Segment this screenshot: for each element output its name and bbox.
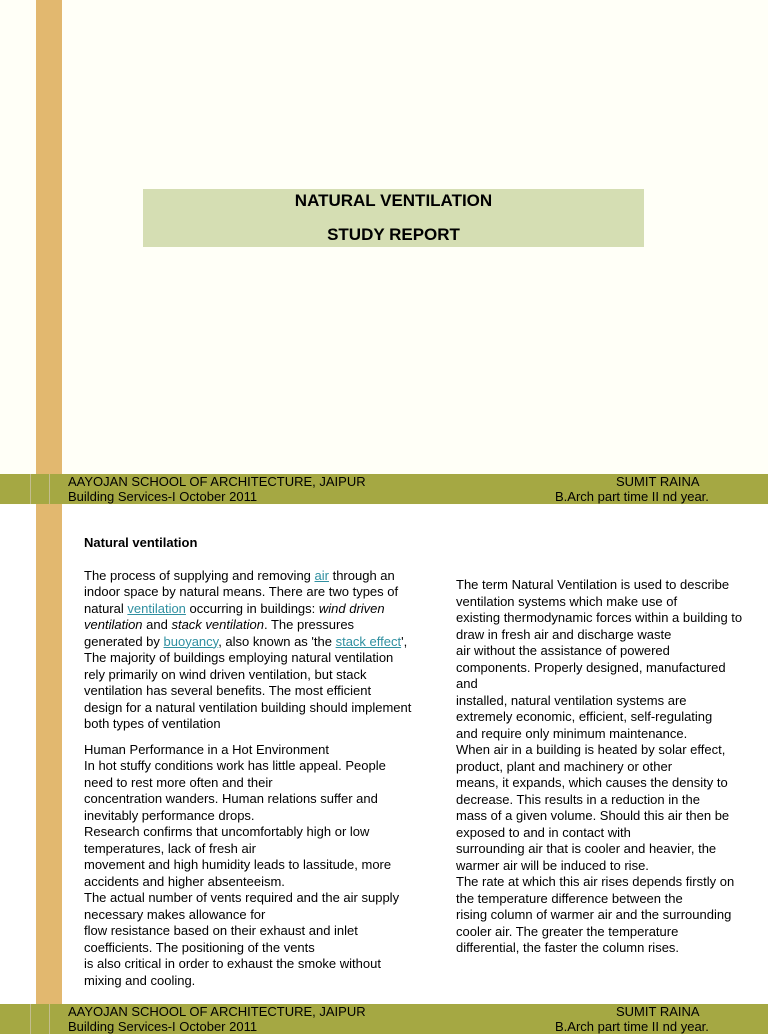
text-line: and <box>456 676 478 691</box>
air-link[interactable]: air <box>314 567 329 583</box>
text-line: draw in fresh air and discharge waste <box>456 626 672 642</box>
text-line: flow resistance based on their exhaust and inlet <box>84 923 358 938</box>
text-line: Research confirms that uncomfortably high or low <box>84 824 370 839</box>
text-line: ventilation and stack ventilation. The pressures <box>84 617 355 632</box>
text-line: indoor space by natural means. There are two types of <box>84 584 399 599</box>
footer-program: B.Arch part time II nd year. <box>555 489 709 504</box>
text-line: exposed to and in contact with <box>456 824 631 840</box>
text-line: means, it expands, which causes the density to <box>456 775 728 790</box>
text-line: rely primarily on wind driven ventilation, but stack <box>84 666 367 682</box>
text-line: both types of ventilation <box>84 716 221 731</box>
page-2-content <box>0 505 768 1004</box>
text-line: surrounding air that is cooler and heavier, the <box>456 841 717 856</box>
text-line: necessary makes allowance for <box>84 906 266 922</box>
title-line-1: NATURAL VENTILATION <box>294 191 493 210</box>
right-column <box>456 577 766 957</box>
text-line: mixing and cooling. <box>84 972 196 988</box>
text-line: existing thermodynamic forces within a building to <box>456 610 743 625</box>
text-line: concentration wanders. Human relations suffer and <box>84 791 378 806</box>
text-line: The majority of buildings employing natural ventilation <box>84 650 394 665</box>
text-line: inevitably performance drops. <box>84 807 255 823</box>
footer-program: B.Arch part time II nd year. <box>555 1019 709 1034</box>
text-line: The process of supplying and removing air through an <box>84 567 395 583</box>
left-column <box>84 535 436 998</box>
text-line: rising column of warmer air and the surrounding <box>456 907 732 922</box>
text-line: movement and high humidity leads to lassitude, more <box>84 857 392 872</box>
footer-author: SUMIT RAINA <box>616 474 700 489</box>
text-line: warmer air will be induced to rise. <box>456 857 649 873</box>
text-line: air without the assistance of powered <box>456 643 670 658</box>
text-line: cooler air. The greater the temperature <box>456 923 679 939</box>
page-footer-2 <box>0 1004 768 1034</box>
text-line: generated by buoyancy, also known as 'the stack effect', <box>84 633 408 649</box>
footer-course: Building Services-I October 2011 <box>68 489 258 504</box>
buoyancy-link[interactable]: buoyancy <box>163 633 219 649</box>
text-line: mass of a given volume. Should this air then be <box>456 808 730 823</box>
text-line: temperatures, lack of fresh air <box>84 840 256 856</box>
text-line: and require only minimum maintenance. <box>456 725 688 741</box>
text-line: accidents and higher absenteeism. <box>84 873 285 889</box>
title-line-2: STUDY REPORT <box>327 225 460 244</box>
text-line: product, plant and machinery or other <box>456 758 673 774</box>
title-page <box>0 0 768 505</box>
ventilation-link[interactable]: ventilation <box>127 600 186 616</box>
text-line: differential, the faster the column rises. <box>456 940 680 955</box>
text-line: The term Natural Ventilation is used to describe <box>456 577 730 592</box>
text-line: coefficients. The positioning of the vents <box>84 939 315 955</box>
footer-ornament <box>30 1004 50 1034</box>
page-footer-1 <box>0 474 768 504</box>
footer-school: AAYOJAN SCHOOL OF ARCHITECTURE, JAIPUR <box>68 474 366 489</box>
footer-course: Building Services-I October 2011 <box>68 1019 258 1034</box>
text-line: design for a natural ventilation building should implement <box>84 699 412 715</box>
text-line: is also critical in order to exhaust the smoke without <box>84 956 381 971</box>
text-line: components. Properly designed, manufactured <box>456 659 726 675</box>
text-line: ventilation has several benefits. The most efficient <box>84 683 372 698</box>
title-box <box>143 189 644 247</box>
text-line: natural ventilation occurring in buildings: wind driven <box>84 600 385 616</box>
text-line: ventilation systems which make use of <box>456 593 678 609</box>
text-line: decrease. This results in a reduction in the <box>456 791 701 807</box>
footer-author: SUMIT RAINA <box>616 1004 700 1019</box>
text-line: Human Performance in a Hot Environment <box>84 741 329 757</box>
text-line: installed, natural ventilation systems are <box>456 692 687 708</box>
text-line: In hot stuffy conditions work has little appeal. People <box>84 758 386 773</box>
text-line: The rate at which this air rises depends firstly on <box>456 874 735 889</box>
text-line: extremely economic, efficient, self-regulating <box>456 709 713 724</box>
text-line: the temperature difference between the <box>456 890 683 906</box>
section-heading: Natural ventilation <box>84 535 198 550</box>
text-line: need to rest more often and their <box>84 774 273 790</box>
text-line: The actual number of vents required and the air supply <box>84 890 400 905</box>
footer-ornament <box>30 474 50 504</box>
stack-effect-link[interactable]: stack effect <box>335 633 402 649</box>
intro-paragraph <box>84 568 436 733</box>
text-line: When air in a building is heated by solar effect, <box>456 742 726 757</box>
footer-school: AAYOJAN SCHOOL OF ARCHITECTURE, JAIPUR <box>68 1004 366 1019</box>
human-performance-paragraph <box>84 742 436 990</box>
